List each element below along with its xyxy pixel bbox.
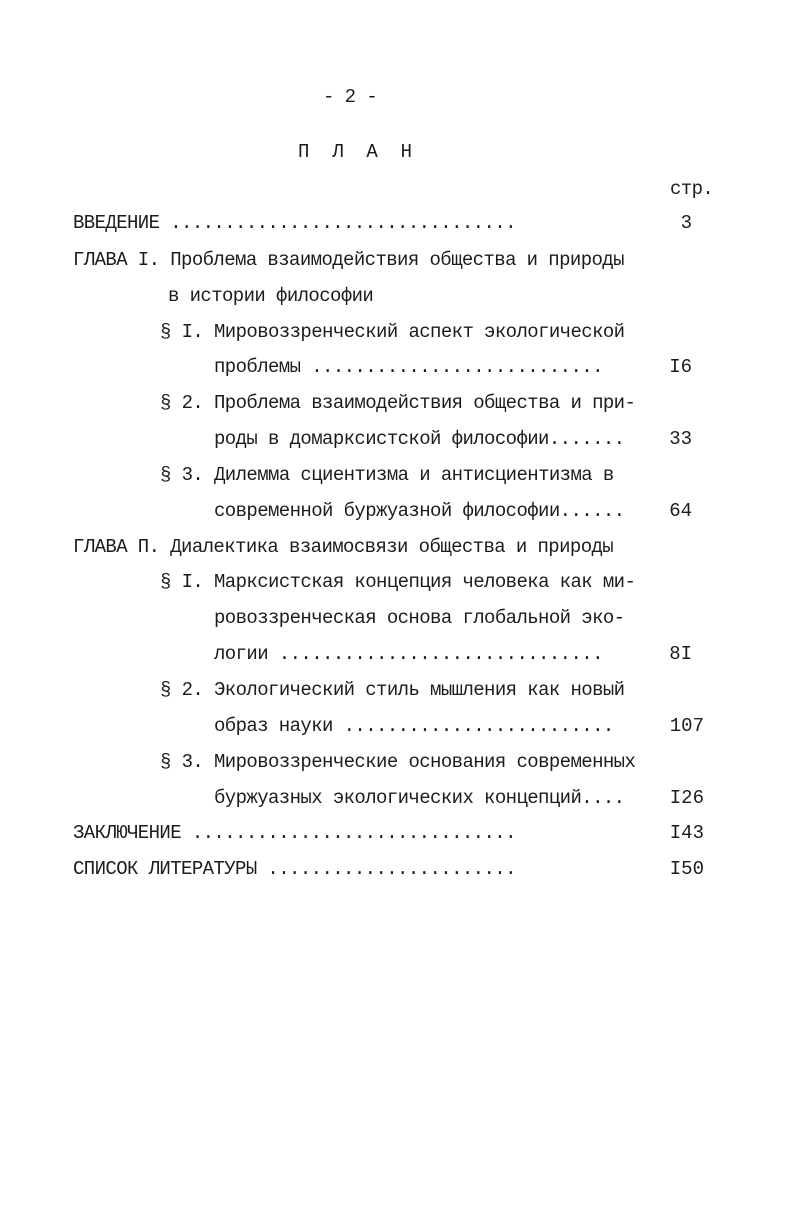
toc-entry-text: § 2. Экологический стиль мышления как новый: [160, 679, 625, 701]
toc-entry-page: I50: [669, 858, 704, 880]
toc-entry-page: 33: [669, 428, 692, 450]
toc-entry-page: 8I: [669, 643, 692, 665]
page-number: - 2 -: [323, 86, 378, 108]
toc-entry-text: ГЛАВА I. Проблема взаимодействия общества и природы: [73, 249, 624, 271]
toc-entry-page: 107: [669, 715, 704, 737]
toc-entry-text: § I. Марксистская концепция человека как ми-: [160, 571, 636, 593]
toc-entry-text: § 2. Проблема взаимодействия общества и при-: [160, 392, 636, 414]
toc-entry-page: 64: [669, 500, 692, 522]
toc-entry-text: ВВЕДЕНИЕ ................................: [73, 212, 516, 234]
toc-entry-text: буржуазных экологических концепций....: [214, 787, 625, 809]
toc-entry-text: § 3. Мировоззренческие основания современных: [160, 751, 636, 773]
toc-entry-page: I26: [669, 787, 704, 809]
toc-entry-text: СПИСОК ЛИТЕРАТУРЫ .......................: [73, 858, 516, 880]
toc-entry-text: современной буржуазной философии......: [214, 500, 625, 522]
toc-entry-text: роды в домарксистской философии.......: [214, 428, 625, 450]
toc-entry-page: 3: [680, 212, 692, 234]
toc-entry-text: § I. Мировоззренческий аспект экологической: [160, 321, 625, 343]
toc-entry-page: I43: [669, 822, 704, 844]
toc-entry-text: в истории философии: [168, 285, 374, 307]
page-title: П Л А Н: [298, 141, 413, 163]
toc-entry-text: § 3. Дилемма сциентизма и антисциентизма в: [160, 464, 614, 486]
toc-entry-text: проблемы ...........................: [214, 356, 603, 378]
toc-entry-page: I6: [669, 356, 692, 378]
toc-entry-text: логии ..............................: [214, 643, 603, 665]
page-column-header: стр.: [670, 178, 714, 200]
toc-entry-text: образ науки .........................: [214, 715, 614, 737]
toc-entry-text: ГЛАВА П. Диалектика взаимосвязи общества и природы: [73, 536, 614, 558]
toc-entry-text: ЗАКЛЮЧЕНИЕ ..............................: [73, 822, 516, 844]
toc-entry-text: ровоззренческая основа глобальной эко-: [214, 607, 625, 629]
